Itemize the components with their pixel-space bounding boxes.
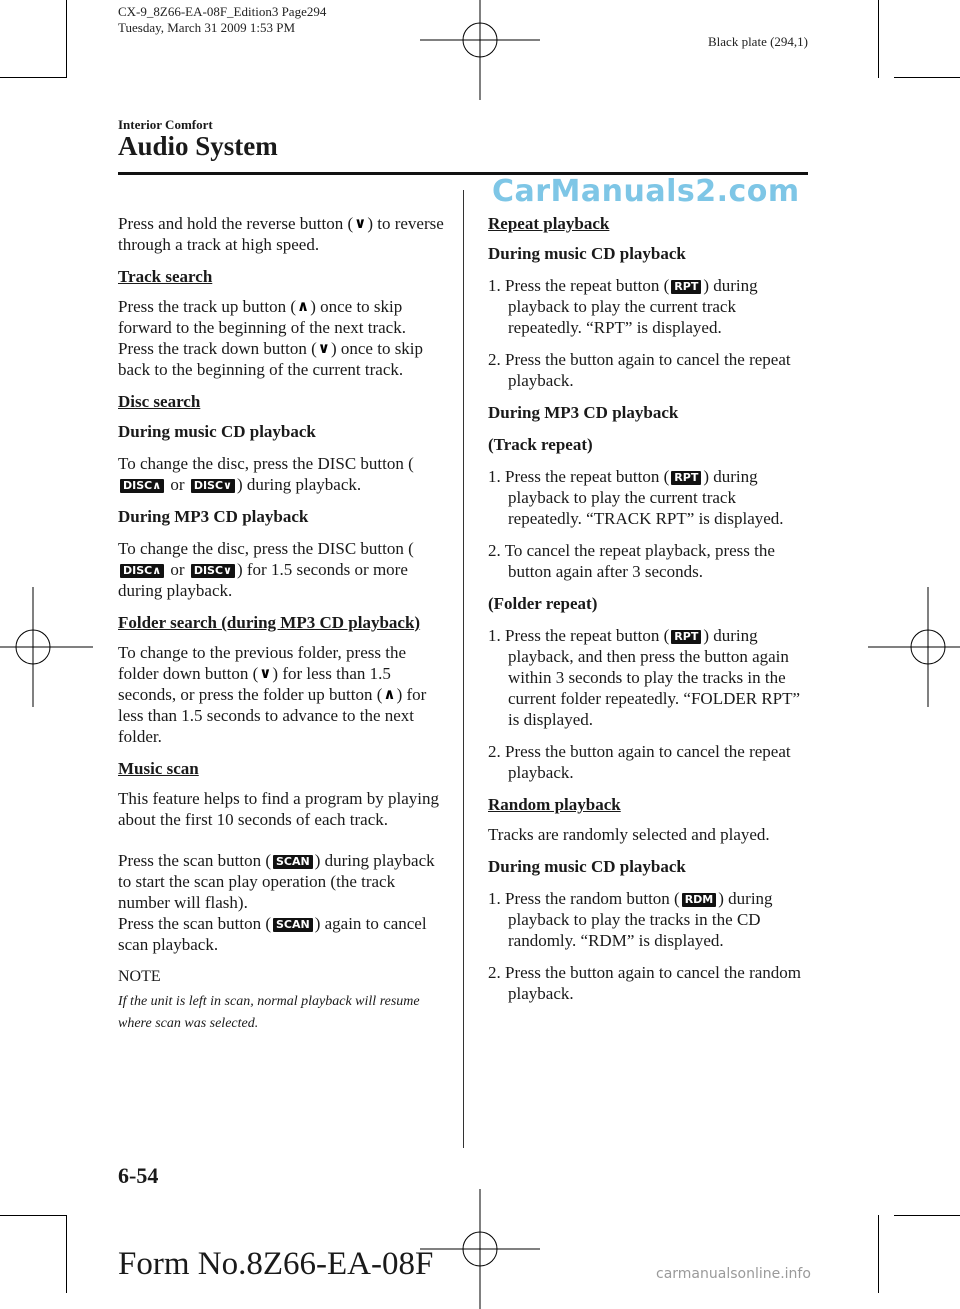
list-item: 1. Press the repeat button ( RPT ) during playback to play the current track repeatedly. “RPT” is displayed. bbox=[488, 276, 758, 337]
plate-label: Black plate (294,1) bbox=[708, 34, 808, 49]
disc-up-icon: DISC∧ bbox=[120, 479, 164, 493]
disc-up-icon: DISC∧ bbox=[120, 564, 164, 578]
print-date-line: Tuesday, March 31 2009 1:53 PM bbox=[118, 20, 296, 35]
crop-mark bbox=[0, 77, 66, 78]
page-title: Audio System bbox=[118, 131, 278, 161]
registration-mark-right bbox=[868, 587, 960, 707]
print-file-line: CX-9_8Z66-EA-08F_Edition3 Page294 bbox=[118, 4, 327, 19]
chevron-down-icon: ∨ bbox=[259, 664, 272, 682]
paragraph: To change the disc, press the DISC button (DISC∧ or DISC∨ ) during playback. bbox=[118, 454, 414, 494]
column-divider bbox=[463, 190, 464, 1148]
registration-mark-left bbox=[0, 587, 93, 707]
crop-mark bbox=[878, 0, 879, 78]
paragraph: Press and hold the reverse button (∨) to reverse through a track at high speed. bbox=[118, 214, 444, 254]
form-number: Form No.8Z66-EA-08F bbox=[118, 1246, 434, 1282]
section-tag: Interior Comfort bbox=[118, 117, 213, 132]
list-item: 1. Press the repeat button ( RPT ) during playback, and then press the button again within 3 seconds to play the tracks in the current folder repeatedly. “FOLDER RPT” is displayed. bbox=[488, 626, 801, 729]
subheading: (Folder repeat) bbox=[488, 594, 598, 613]
registration-mark-bottom bbox=[420, 1189, 540, 1309]
chevron-down-icon: ∨ bbox=[317, 339, 330, 357]
crop-mark bbox=[894, 1215, 960, 1216]
repeat-button-icon: RPT bbox=[671, 630, 701, 644]
list-item: 2. Press the button again to cancel the repeat playback. bbox=[488, 350, 791, 390]
left-column bbox=[118, 213, 446, 1046]
heading-repeat-playback: Repeat playback bbox=[488, 214, 610, 233]
heading-random-playback: Random playback bbox=[488, 795, 621, 814]
paragraph: Press the track up button (∧) once to skip forward to the beginning of the next track. Press the track down button (∨) once to skip back to the beginning of the current track. bbox=[118, 297, 424, 379]
list-item: 2. To cancel the repeat playback, press the button again after 3 seconds. bbox=[488, 541, 775, 581]
subheading: (Track repeat) bbox=[488, 435, 593, 454]
note-text: If the unit is left in scan, normal playback will resume where scan was selected. bbox=[118, 994, 420, 1031]
paragraph: This feature helps to find a program by playing about the first 10 seconds of each track. bbox=[118, 789, 440, 829]
scan-button-icon: SCAN bbox=[273, 855, 313, 869]
scan-button-icon: SCAN bbox=[273, 918, 313, 932]
paragraph: Press the scan button ( SCAN ) again to cancel scan playback. bbox=[118, 914, 427, 954]
watermark: CarManuals2.com bbox=[492, 174, 800, 209]
heading-track-search: Track search bbox=[118, 267, 213, 286]
heading-disc-search: Disc search bbox=[118, 392, 201, 411]
subheading: During music CD playback bbox=[488, 857, 686, 876]
crop-mark bbox=[878, 1215, 879, 1293]
paragraph: Press the scan button ( SCAN ) during playback to start the scan play operation (the track number will flash). bbox=[118, 851, 435, 912]
chevron-up-icon: ∧ bbox=[297, 297, 310, 315]
chevron-up-icon: ∧ bbox=[383, 685, 396, 703]
note-heading: NOTE bbox=[118, 968, 161, 985]
footer-watermark: carmanualsonline.info bbox=[656, 1266, 811, 1282]
chevron-down-icon: ∨ bbox=[354, 214, 367, 232]
crop-mark bbox=[0, 1215, 66, 1216]
page-number: 6-54 bbox=[118, 1163, 159, 1188]
heading-folder-search: Folder search (during MP3 CD playback) bbox=[118, 613, 421, 632]
paragraph: To change the disc, press the DISC button (DISC∧ or DISC∨ ) for 1.5 seconds or more during playback. bbox=[118, 539, 414, 600]
list-item: 1. Press the random button ( RDM ) during playback to play the tracks in the CD randomly. “RDM” is displayed. bbox=[488, 889, 773, 950]
right-column bbox=[488, 213, 814, 1015]
subheading: During music CD playback bbox=[118, 422, 316, 441]
subheading: During music CD playback bbox=[488, 244, 686, 263]
list-item: 2. Press the button again to cancel the repeat playback. bbox=[488, 742, 791, 782]
subheading: During MP3 CD playback bbox=[118, 507, 309, 526]
paragraph: Tracks are randomly selected and played. bbox=[488, 825, 770, 844]
list-item: 2. Press the button again to cancel the random playback. bbox=[488, 963, 801, 1003]
list-item: 1. Press the repeat button ( RPT ) during playback to play the current track repeatedly. “TRACK RPT” is displayed. bbox=[488, 467, 784, 528]
disc-down-icon: DISC∨ bbox=[191, 479, 235, 493]
repeat-button-icon: RPT bbox=[671, 280, 701, 294]
disc-down-icon: DISC∨ bbox=[191, 564, 235, 578]
crop-mark bbox=[894, 77, 960, 78]
paragraph: To change to the previous folder, press the folder down button (∨) for less than 1.5 seconds, or press the folder up button (∧) for less than 1.5 seconds to advance to the next folder. bbox=[118, 643, 427, 746]
subheading: During MP3 CD playback bbox=[488, 403, 679, 422]
crop-mark bbox=[66, 1215, 67, 1293]
crop-mark bbox=[66, 0, 67, 78]
registration-mark-top bbox=[420, 0, 540, 100]
heading-music-scan: Music scan bbox=[118, 759, 199, 778]
random-button-icon: RDM bbox=[682, 893, 717, 907]
repeat-button-icon: RPT bbox=[671, 471, 701, 485]
